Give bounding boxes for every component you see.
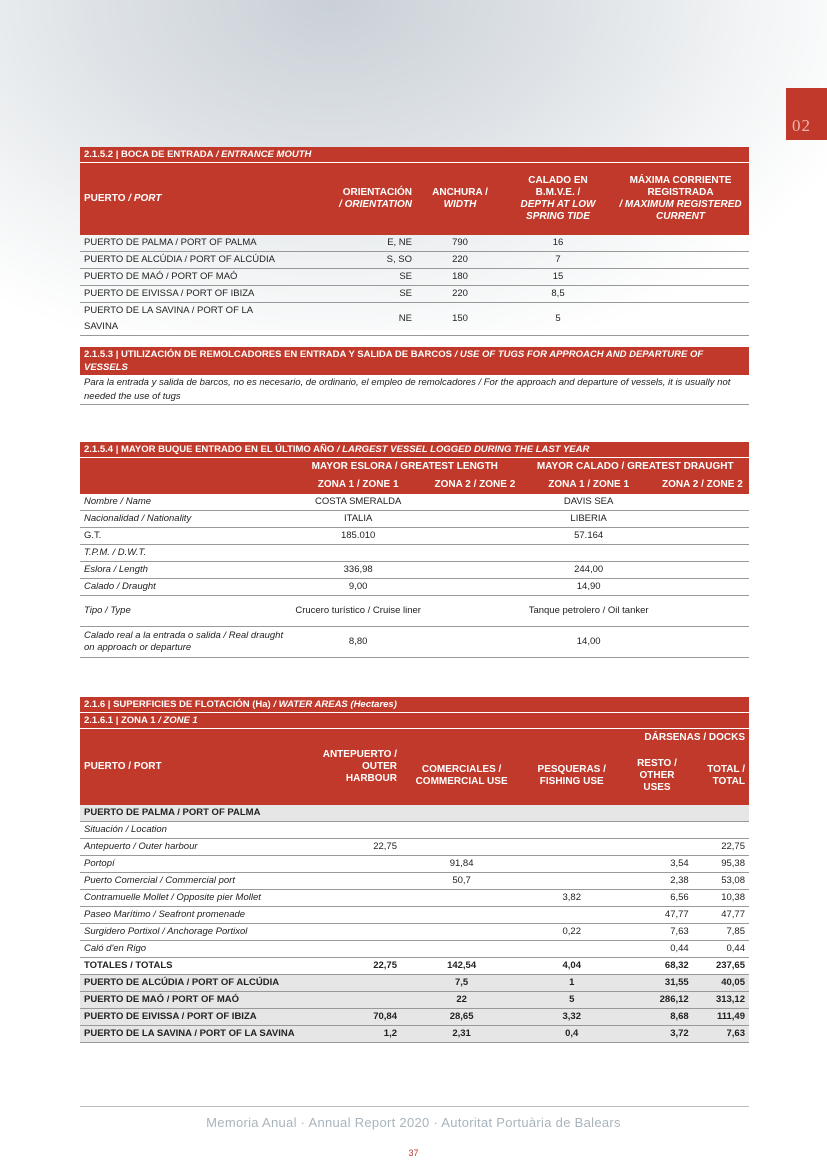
table-cell: Antepuerto / Outer harbour: [80, 839, 313, 856]
table-cell: S, SO: [288, 252, 416, 269]
table-cell: 244,00: [522, 562, 656, 579]
table-cell: [428, 511, 521, 528]
table-cell: DAVIS SEA: [522, 494, 656, 511]
table-cell: PUERTO DE ALCÚDIA / PORT OF ALCÚDIA: [80, 252, 288, 269]
table-cell: [313, 822, 401, 839]
header-current: MÁXIMA CORRIENTE REGISTRADA / MAXIMUM REGISTERED CURRENT: [612, 163, 749, 235]
table-row: [80, 579, 749, 596]
table-cell: 10,38: [693, 890, 749, 907]
table-cell: 70,84: [313, 1009, 401, 1026]
table-cell: 7,63: [621, 924, 692, 941]
table-cell: [401, 890, 522, 907]
table-row: [80, 992, 749, 1009]
table-cell: [522, 907, 621, 924]
table-cell: 14,00: [522, 627, 656, 658]
table-cell: ITALIA: [288, 511, 428, 528]
table-cell: PUERTO DE PALMA / PORT OF PALMA: [80, 805, 313, 822]
table-row: [80, 941, 749, 958]
table-cell: 5: [504, 303, 612, 336]
table-row: [80, 252, 749, 269]
table-cell: Nombre / Name: [80, 494, 288, 511]
table-cell: 313,12: [693, 992, 749, 1009]
table-cell: [693, 822, 749, 839]
table-cell: 53,08: [693, 873, 749, 890]
table-row: [80, 805, 749, 822]
table-cell: [313, 975, 401, 992]
table-row: [80, 975, 749, 992]
table-cell: 7,63: [693, 1026, 749, 1043]
table-cell: Crucero turístico / Cruise liner: [288, 596, 428, 627]
table-cell: 22,75: [693, 839, 749, 856]
table-cell: [288, 545, 428, 562]
table-cell: 91,84: [401, 856, 522, 873]
table-cell: 4,04: [522, 958, 621, 975]
table-cell: [428, 579, 521, 596]
table-cell: [401, 822, 522, 839]
section-entrance-mouth: [80, 147, 749, 336]
table-cell: [522, 941, 621, 958]
table-row: [80, 924, 749, 941]
table-row: [80, 269, 749, 286]
table-row: [80, 1026, 749, 1043]
table-cell: [522, 873, 621, 890]
table-cell: 142,54: [401, 958, 522, 975]
table-cell: Eslora / Length: [80, 562, 288, 579]
table-cell: [612, 235, 749, 252]
page-number: 37: [408, 1148, 419, 1158]
table-row: [80, 511, 749, 528]
table-row: [80, 545, 749, 562]
table-cell: 40,05: [693, 975, 749, 992]
table-row: [80, 839, 749, 856]
table-cell: [428, 528, 521, 545]
table-cell: 336,98: [288, 562, 428, 579]
table-cell: [522, 839, 621, 856]
table-cell: [656, 596, 749, 627]
section-water-areas: [80, 697, 749, 1043]
table-cell: 47,77: [693, 907, 749, 924]
table-cell: [522, 856, 621, 873]
header-greatest-draught: MAYOR CALADO / GREATEST DRAUGHT: [522, 458, 749, 476]
header-total: TOTAL / TOTAL: [693, 747, 749, 805]
table-cell: 68,32: [621, 958, 692, 975]
table-cell: 3,32: [522, 1009, 621, 1026]
table-cell: 7: [504, 252, 612, 269]
table-cell: Contramuelle Mollet / Opposite pier Mollet: [80, 890, 313, 907]
table-cell: [656, 562, 749, 579]
section-title: 2.1.5.2 | BOCA DE ENTRADA / ENTRANCE MOUTH: [80, 147, 749, 163]
table-cell: [693, 805, 749, 822]
water-areas-table: [80, 729, 749, 1043]
table-cell: PUERTO DE LA SAVINA / PORT OF LA SAVINA: [80, 303, 288, 336]
table-cell: 14,90: [522, 579, 656, 596]
chapter-tab: [786, 88, 827, 140]
table-cell: [656, 528, 749, 545]
table-cell: T.P.M. / D.W.T.: [80, 545, 288, 562]
table-cell: [522, 545, 656, 562]
table-cell: 1: [522, 975, 621, 992]
table-cell: [522, 822, 621, 839]
header-width: ANCHURA / WIDTH: [416, 163, 504, 235]
table-cell: NE: [288, 303, 416, 336]
table-row: [80, 303, 749, 336]
table-row: [80, 562, 749, 579]
table-cell: [313, 873, 401, 890]
table-cell: 2,31: [401, 1026, 522, 1043]
table-row: [80, 958, 749, 975]
table-cell: [401, 907, 522, 924]
table-cell: 180: [416, 269, 504, 286]
table-row: [80, 494, 749, 511]
table-row: [80, 1009, 749, 1026]
table-cell: 5: [522, 992, 621, 1009]
section-title: 2.1.5.3 | UTILIZACIÓN DE REMOLCADORES EN ENTRADA Y SALIDA DE BARCOS / USE OF TUGS FOR APPROACH AND DEPARTURE OF VESSELS: [80, 347, 749, 376]
table-cell: TOTALES / TOTALS: [80, 958, 313, 975]
table-cell: [656, 579, 749, 596]
largest-vessel-table: [80, 458, 749, 658]
table-cell: [621, 805, 692, 822]
table-cell: 28,65: [401, 1009, 522, 1026]
table-cell: [401, 805, 522, 822]
header-fishing: PESQUERAS / FISHING USE: [522, 747, 621, 805]
table-cell: [522, 805, 621, 822]
table-row: [80, 286, 749, 303]
table-cell: 7,85: [693, 924, 749, 941]
table-cell: 0,22: [522, 924, 621, 941]
table-cell: 150: [416, 303, 504, 336]
table-cell: Tipo / Type: [80, 596, 288, 627]
table-cell: [428, 627, 521, 658]
table-cell: SE: [288, 269, 416, 286]
table-cell: Caló d'en Rigo: [80, 941, 313, 958]
table-cell: PUERTO DE LA SAVINA / PORT OF LA SAVINA: [80, 1026, 313, 1043]
table-cell: 790: [416, 235, 504, 252]
table-cell: [612, 286, 749, 303]
header-zone: ZONA 2 / ZONE 2: [428, 476, 521, 494]
table-cell: [621, 839, 692, 856]
table-cell: 3,82: [522, 890, 621, 907]
table-cell: 220: [416, 252, 504, 269]
table-row: [80, 822, 749, 839]
table-cell: 47,77: [621, 907, 692, 924]
table-cell: [313, 924, 401, 941]
table-cell: SE: [288, 286, 416, 303]
table-cell: 8,68: [621, 1009, 692, 1026]
table-cell: 9,00: [288, 579, 428, 596]
table-cell: [401, 839, 522, 856]
table-cell: [656, 627, 749, 658]
table-cell: Nacionalidad / Nationality: [80, 511, 288, 528]
table-cell: Situación / Location: [80, 822, 313, 839]
table-cell: [313, 907, 401, 924]
table-cell: Tanque petrolero / Oil tanker: [522, 596, 656, 627]
table-cell: PUERTO DE ALCÚDIA / PORT OF ALCÚDIA: [80, 975, 313, 992]
table-cell: [612, 303, 749, 336]
table-cell: [612, 252, 749, 269]
table-cell: 31,55: [621, 975, 692, 992]
table-cell: [313, 941, 401, 958]
table-cell: 237,65: [693, 958, 749, 975]
table-cell: 1,2: [313, 1026, 401, 1043]
header-docks: DÁRSENAS / DOCKS: [401, 729, 749, 747]
table-cell: 3,72: [621, 1026, 692, 1043]
table-cell: 0,44: [693, 941, 749, 958]
table-row: [80, 235, 749, 252]
header-commercial: COMERCIALES / COMMERCIAL USE: [401, 747, 522, 805]
table-cell: [313, 890, 401, 907]
table-cell: PUERTO DE PALMA / PORT OF PALMA: [80, 235, 288, 252]
table-cell: [313, 805, 401, 822]
chapter-number: 02: [792, 116, 811, 135]
table-cell: PUERTO DE EIVISSA / PORT OF IBIZA: [80, 1009, 313, 1026]
footer-divider: [80, 1106, 749, 1107]
table-cell: PUERTO DE MAÓ / PORT OF MAÓ: [80, 992, 313, 1009]
header-depth: CALADO EN B.M.V.E. / DEPTH AT LOW SPRING TIDE: [504, 163, 612, 235]
header-port: PUERTO / PORT: [80, 163, 288, 235]
table-cell: [621, 822, 692, 839]
table-cell: LIBERIA: [522, 511, 656, 528]
section-largest-vessel: [80, 442, 749, 658]
table-row: [80, 528, 749, 545]
table-cell: PUERTO DE MAÓ / PORT OF MAÓ: [80, 269, 288, 286]
table-cell: 0,4: [522, 1026, 621, 1043]
section-subtitle: 2.1.6.1 | ZONA 1 / ZONE 1: [80, 713, 749, 729]
table-cell: 6,56: [621, 890, 692, 907]
table-cell: [401, 924, 522, 941]
table-cell: PUERTO DE EIVISSA / PORT OF IBIZA: [80, 286, 288, 303]
table-cell: 15: [504, 269, 612, 286]
table-row: [80, 627, 749, 658]
table-row: [80, 596, 749, 627]
table-row: [80, 890, 749, 907]
table-cell: 22,75: [313, 958, 401, 975]
table-cell: Paseo Marítimo / Seafront promenade: [80, 907, 313, 924]
table-cell: [428, 596, 521, 627]
table-cell: 111,49: [693, 1009, 749, 1026]
table-cell: [313, 856, 401, 873]
table-cell: [656, 511, 749, 528]
header-zone: ZONA 2 / ZONE 2: [656, 476, 749, 494]
table-cell: 22: [401, 992, 522, 1009]
table-cell: 286,12: [621, 992, 692, 1009]
table-cell: 0,44: [621, 941, 692, 958]
table-cell: E, NE: [288, 235, 416, 252]
table-cell: [313, 992, 401, 1009]
header-greatest-length: MAYOR ESLORA / GREATEST LENGTH: [288, 458, 522, 476]
entrance-mouth-table: [80, 163, 749, 336]
table-cell: [612, 269, 749, 286]
table-cell: [428, 494, 521, 511]
header-orientation: ORIENTACIÓN / ORIENTATION: [288, 163, 416, 235]
table-cell: 50,7: [401, 873, 522, 890]
header-port: PUERTO / PORT: [80, 729, 313, 805]
table-cell: [428, 545, 521, 562]
table-cell: 16: [504, 235, 612, 252]
header-outer-harbour: ANTEPUERTO / OUTER HARBOUR: [313, 729, 401, 805]
table-cell: 57.164: [522, 528, 656, 545]
table-cell: Surgidero Portixol / Anchorage Portixol: [80, 924, 313, 941]
header-zone: ZONA 1 / ZONE 1: [522, 476, 656, 494]
footer-text: Memoria Anual · Annual Report 2020 · Autoritat Portuària de Balears: [206, 1115, 621, 1130]
table-cell: Calado / Draught: [80, 579, 288, 596]
table-cell: [428, 562, 521, 579]
table-cell: 7,5: [401, 975, 522, 992]
table-row: [80, 873, 749, 890]
table-cell: 2,38: [621, 873, 692, 890]
table-cell: COSTA SMERALDA: [288, 494, 428, 511]
table-cell: G.T.: [80, 528, 288, 545]
table-cell: Puerto Comercial / Commercial port: [80, 873, 313, 890]
section-title: 2.1.5.4 | MAYOR BUQUE ENTRADO EN EL ÚLTIMO AÑO / LARGEST VESSEL LOGGED DURING THE LAST YEAR: [80, 442, 749, 458]
table-cell: 8,80: [288, 627, 428, 658]
section-tugs: [80, 347, 749, 405]
table-cell: [656, 545, 749, 562]
table-cell: 220: [416, 286, 504, 303]
table-cell: 185.010: [288, 528, 428, 545]
table-cell: 22,75: [313, 839, 401, 856]
table-cell: Calado real a la entrada o salida / Real draught on approach or departure: [80, 627, 288, 658]
table-cell: 8,5: [504, 286, 612, 303]
table-cell: [401, 941, 522, 958]
tugs-text: Para la entrada y salida de barcos, no es necesario, de ordinario, el empleo de remolcadores / For the approach and departure of vessels, it is usually not needed the use of tugs: [80, 376, 749, 405]
table-cell: 3,54: [621, 856, 692, 873]
header-zone: ZONA 1 / ZONE 1: [288, 476, 428, 494]
table-cell: Portopí: [80, 856, 313, 873]
table-cell: 95,38: [693, 856, 749, 873]
table-row: [80, 907, 749, 924]
header-other: RESTO / OTHER USES: [621, 747, 692, 805]
section-title: 2.1.6 | SUPERFICIES DE FLOTACIÓN (Ha) / WATER AREAS (Hectares): [80, 697, 749, 713]
table-row: [80, 856, 749, 873]
table-cell: [656, 494, 749, 511]
